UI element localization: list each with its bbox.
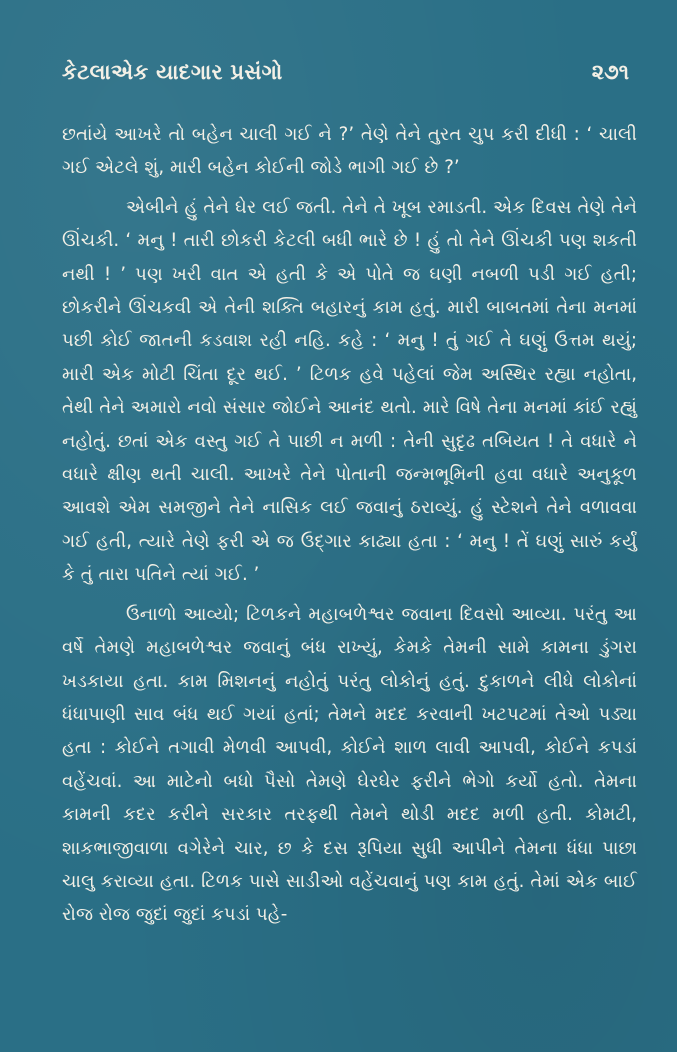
paragraph-2: એબીને હું તેને ઘેર લઈ જતી. તેને તે ખૂબ રમાડતી. એક દિવસ તેણે તેને ઊંચકી. ‘ મનુ ! તારી છોકરી કેટલી બધી ભારે છે ! હું તો તેને ઊંચકી પણ શકતી નથી ! ’ પણ ખરી વાત એ હતી કે એ પોતે જ ઘણી નબળી પડી ગઈ હતી; છોકરીને ઊંચકવી એ તેની શક્તિ બહારનું કામ હતું. મારી બાબતમાં તેના મનમાં પછી કોઈ જાતની કડવાશ રહી નહિ. કહે : ‘ મનુ ! તું ગઈ તે ઘણું ઉત્તમ થયું; મારી એક મોટી ચિંતા દૂર થઈ. ’ ટિળક હવે પહેલાં જેમ અસ્થિર રહ્યા નહોતા, તેથી તેને અમારો નવો સંસાર જોઈને આનંદ થતો. મારે વિષે તેના મનમાં કાંઈ રહ્યું નહોતું. છતાં એક વસ્તુ ગઈ તે પાછી ન મળી : તેની સુદૃઢ તબિયત ! તે વધારે ને વધારે ક્ષીણ થતી ચાલી. આખરે તેને પોતાની જન્મભૂમિની હવા વધારે અનુકૂળ આવશે એમ સમજીને તેને નાસિક લઈ જવાનું ઠરાવ્યું. હું સ્ટેશને તેને વળાવવા ગઈ હતી, ત્યારે તેણે ફરી એ જ ઉદ્ગાર કાઢ્યા હતા : ‘ મનુ ! તેં ઘણું સારું કર્યું કે તું તારા પતિને ત્યાં ગઈ. ’ <box>62 196 637 586</box>
page-number: ૨૭૧ <box>591 60 629 84</box>
paragraph-1: છતાંયે આખરે તો બહેન ચાલી ગઈ ને ?’ તેણે તેને તુરત ચુપ કરી દીધી : ‘ ચાલી ગઈ એટલે શું, મારી બહેન કોઈની જોડે ભાગી ગઈ છે ?’ <box>62 124 637 179</box>
body-text <box>62 118 637 932</box>
paragraph-3: ઉનાળો આવ્યો; ટિળકને મહાબળેશ્વર જવાના દિવસો આવ્યા. પરંતુ આ વર્ષે તેમણે મહાબળેશ્વર જવાનું બંધ રાખ્યું, કેમકે તેમની સામે કામના ડુંગરા ખડકાયા હતા. કામ મિશનનું નહોતું પરંતુ લોકોનું હતું. દુકાળને લીધે લોકોનાં ધંધાપાણી સાવ બંધ થઈ ગયાં હતાં; તેમને મદદ કરવાની ખટપટમાં તેઓ પડ્યા હતા : કોઈને તગાવી મેળવી આપવી, કોઈને શાળ લાવી આપવી, કોઈને કપડાં વહેંચવાં. આ માટેનો બધો પૈસો તેમણે ઘેરઘેર ફરીને ભેગો કર્યો હતો. તેમના કામની કદર કરીને સરકાર તરફથી તેમને થોડી મદદ મળી હતી. કોમટી, શાકભાજીવાળા વગેરેને ચાર, છ કે દસ રૂપિયા સુધી આપીને તેમના ધંધા પાછા ચાલુ કરાવ્યા હતા. ટિળક પાસે સાડીઓ વહેંચવાનું પણ કામ હતું. તેમાં એક બાઈ રોજ રોજ જુદાં જુદાં કપડાં પહે- <box>62 603 637 926</box>
running-title: કેટલાએક યાદગાર પ્રસંગો <box>62 60 283 84</box>
page-header <box>62 60 629 94</box>
